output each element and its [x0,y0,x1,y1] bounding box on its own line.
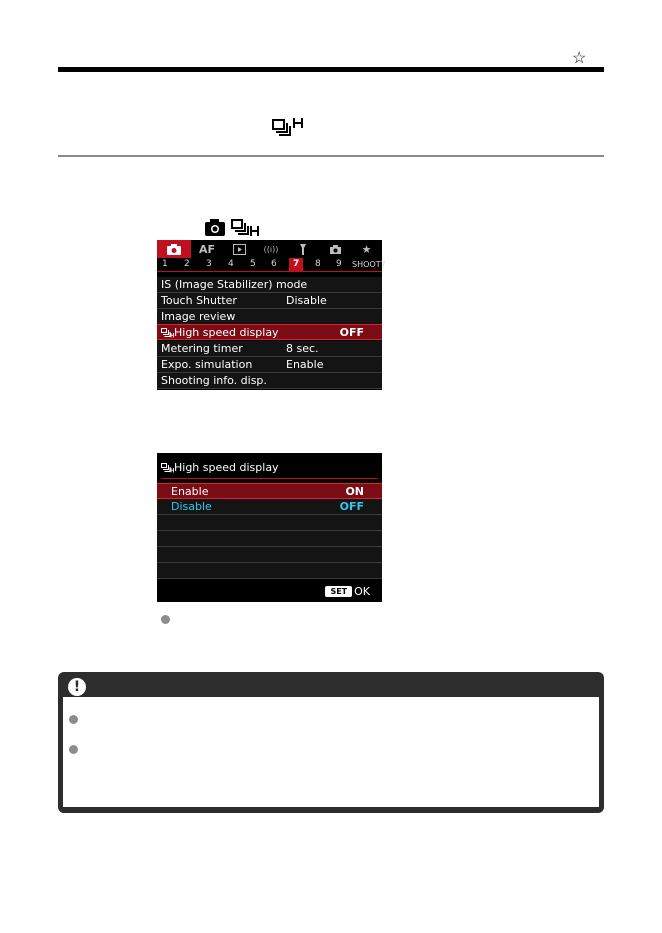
option-value: ON [345,485,364,498]
page-8[interactable]: 8 [315,259,321,269]
caution-icon: ! [68,678,86,696]
option-enable[interactable] [157,483,382,499]
favorite-star-icon[interactable]: ☆ [572,50,587,67]
set-button-label: SET [325,586,352,597]
menu-item-label-wrap [161,325,279,340]
empty-row [157,515,382,531]
menu-item-label: Metering timer [161,342,243,355]
option-label: Enable [171,485,209,498]
menu-item-value: OFF [339,326,364,339]
menu-item-label: Touch Shutter [161,294,237,307]
tab-underline [157,271,382,272]
tab-custom[interactable] [319,240,351,258]
shooting-tab-burst-icons [204,216,264,238]
menu-tab-bar [157,240,382,258]
page-6[interactable]: 6 [271,259,277,269]
section-rule [58,155,604,157]
menu-item-image-review[interactable] [157,309,382,325]
bullet-icon [69,745,78,754]
high-speed-burst-icon [272,116,306,138]
empty-row [157,563,382,579]
bullet-icon [69,715,78,724]
screen-title-text: High speed display [174,461,279,474]
camera-menu-screen [157,240,386,390]
page-code: SHOOT7 [352,260,386,269]
page-7-current[interactable]: 7 [289,258,303,271]
tab-playback[interactable] [223,240,255,258]
page-4[interactable]: 4 [228,259,234,269]
menu-item-value: Disable [286,294,327,307]
tab-shooting[interactable] [157,240,191,258]
menu-item-shooting-info[interactable] [157,373,382,389]
camera-icon [205,219,225,236]
empty-row [157,531,382,547]
ok-label: OK [354,585,370,598]
option-value: OFF [339,500,364,513]
custom-camera-icon [329,244,342,255]
menu-item-expo-simulation[interactable] [157,357,382,373]
title-underline [161,478,378,479]
menu-page-row [157,258,386,272]
wireless-icon: ((ı)) [263,244,279,254]
camera-icon [167,244,181,255]
menu-item-value: 8 sec. [286,342,319,355]
set-ok-button[interactable] [325,585,370,598]
menu-item-is-mode[interactable] [157,277,382,293]
menu-item-value: Enable [286,358,324,371]
high-speed-burst-icon [161,463,174,473]
menu-item-label: Shooting info. disp. [161,374,267,387]
menu-item-label: Expo. simulation [161,358,253,371]
screen-title [161,461,279,474]
option-disable[interactable] [157,499,382,515]
menu-item-touch-shutter[interactable] [157,293,382,309]
tab-wireless[interactable] [255,240,287,258]
wrench-icon [298,243,308,255]
menu-item-label: High speed display [174,326,279,339]
star-icon: ★ [361,242,372,256]
high-speed-display-screen [157,453,382,602]
option-label: Disable [171,500,212,513]
page-3[interactable]: 3 [206,259,212,269]
empty-row [157,547,382,563]
tab-af[interactable] [191,240,223,258]
tab-setup[interactable] [287,240,319,258]
tab-my-menu[interactable] [351,240,382,258]
menu-item-label: IS (Image Stabilizer) mode [161,278,308,291]
high-speed-burst-icon [232,220,258,236]
menu-item-high-speed-display[interactable] [157,324,382,340]
high-speed-burst-icon [161,328,174,338]
tab-af-label: AF [198,242,216,256]
bullet-icon [161,615,170,624]
header-rule [58,67,604,72]
caution-body [63,697,599,807]
page-1[interactable]: 1 [162,259,168,269]
playback-icon [233,244,246,255]
menu-item-metering-timer[interactable] [157,341,382,357]
page-9[interactable]: 9 [336,259,342,269]
page-5[interactable]: 5 [250,259,256,269]
page-2[interactable]: 2 [184,259,190,269]
menu-item-label: Image review [161,310,236,323]
